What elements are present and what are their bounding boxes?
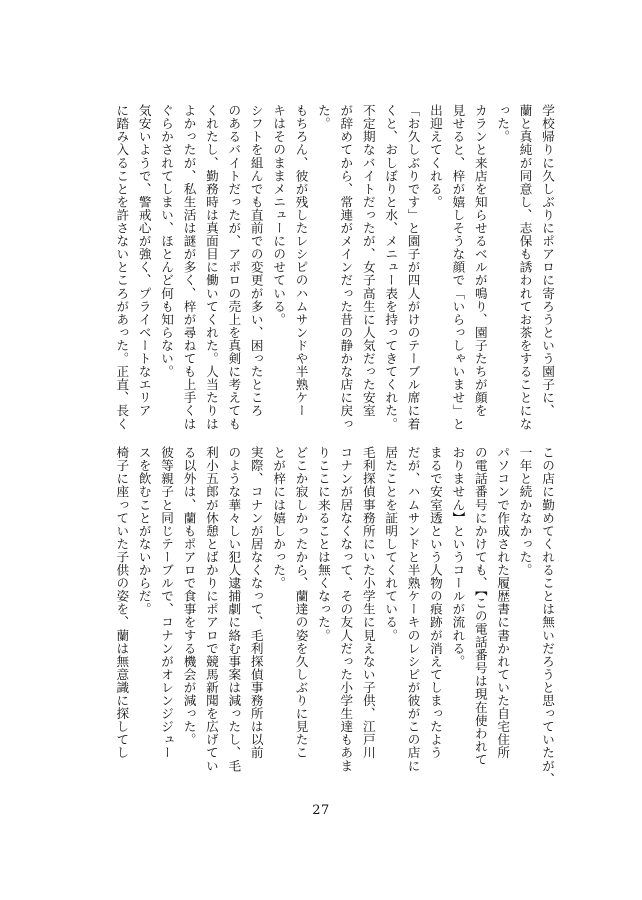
text-line: 学校帰りに久しぶりにポアロに寄ろうという園子に、 <box>540 104 555 418</box>
text-line: た。 <box>315 104 331 131</box>
text-line: る以外は、蘭もポアロで食事をする機会が減った。 <box>181 446 197 747</box>
text-line: 椅子に座っていた子供の姿を、蘭は無意識に探してし <box>114 446 130 760</box>
text-line: 彼等親子と同じテーブルで、コナンがオレンジジュー <box>159 446 175 760</box>
text-line: が辞めてから、常連がメインだった昔の静かな店に戻っ <box>338 104 354 431</box>
text-line: だが、ハムサンドと半熟ケーキのレシピが彼がこの店に <box>405 446 421 773</box>
text-line: キはそのままメニューにのせている。 <box>271 104 287 326</box>
text-block-upper <box>108 104 558 434</box>
text-line: どこか寂しかったから、蘭達の姿を久しぶりに見たこ <box>293 446 309 760</box>
text-block-lower <box>108 446 558 786</box>
text-line: のあるバイトだったが、アポロの売上を真剣に考えても <box>226 104 242 431</box>
text-line: 蘭と真純が同意し、志保も誘われてお茶をすることにな <box>517 104 533 431</box>
text-line: 利小五郎が休憩とばかりにポアロで競馬新聞を広げてい <box>203 446 219 773</box>
text-line: コナンが居なくなって、その友人だった小学生達もあま <box>338 446 354 773</box>
text-line: この店に勤めてくれることは無いだろうと思っていたが、 <box>540 446 555 786</box>
text-line: 居たことを証明してくれている。 <box>383 446 399 642</box>
text-line: くれたし、勤務時は真面目に働いてくれた。人当たりは <box>203 104 219 431</box>
text-line: った。 <box>495 104 511 144</box>
text-line: 実際、コナンが居なくなって、毛利探偵事務所は以前 <box>248 446 264 760</box>
text-line: もちろん、彼が残したレシピのハムサンドや半熟ケー <box>293 104 309 418</box>
text-line: とが梓には嬉しかった。 <box>271 446 287 590</box>
text-line: 気安いようで、警戒心が強く、プライベートなエリア <box>136 104 152 418</box>
text-line: 「お久しぶりです」と園子が四人がけのテーブル席に着 <box>405 104 421 431</box>
text-line: のような華々しい犯人逮捕劇に絡む事案は減ったし、毛 <box>226 446 242 773</box>
text-line: ぐらかされてしまい、ほとんど何も知らない。 <box>159 104 175 379</box>
text-line: の電話番号にかけても、【この電話番号は現在使われて <box>472 446 488 766</box>
text-line: 出迎えてくれる。 <box>427 104 443 209</box>
text-line: カランと来店を知らせるベルが鳴り、園子たちが顔を <box>472 104 488 418</box>
text-line: まるで安室透という人物の痕跡が消えてしまったよう <box>427 446 443 760</box>
text-line: シフトを組んでも直前での変更が多い、困ったところ <box>248 104 264 418</box>
text-line: よかったが、私生活は謎が多く、梓が尋ねても上手くは <box>181 104 197 431</box>
text-line: おりません】というコールが流れる。 <box>450 446 466 668</box>
text-line: スを飲むことがないからだ。 <box>136 446 152 616</box>
text-line: 不定期なバイトだったが、女子高生に人気だった安室 <box>360 104 376 418</box>
text-line: 一年と続かなかった。 <box>517 446 533 577</box>
text-line: 毛利探偵事務所にいた小学生に見えない子供、江戸川 <box>360 446 376 760</box>
text-line: 見せると、梓が嬉しそうな顔で「いらっしゃいませ」と <box>450 104 466 431</box>
text-line: りここに来ることは無くなった。 <box>315 446 331 642</box>
text-line: パソコンで作成された履歴書に書かれていた自宅住所 <box>495 446 511 760</box>
page-number: 27 <box>312 803 330 818</box>
text-line: くと、おしぼりと水、メニュー表を持ってきてくれた。 <box>383 104 399 431</box>
text-line: に踏み入ることを許さないところがあった。正直、長く <box>114 104 130 431</box>
